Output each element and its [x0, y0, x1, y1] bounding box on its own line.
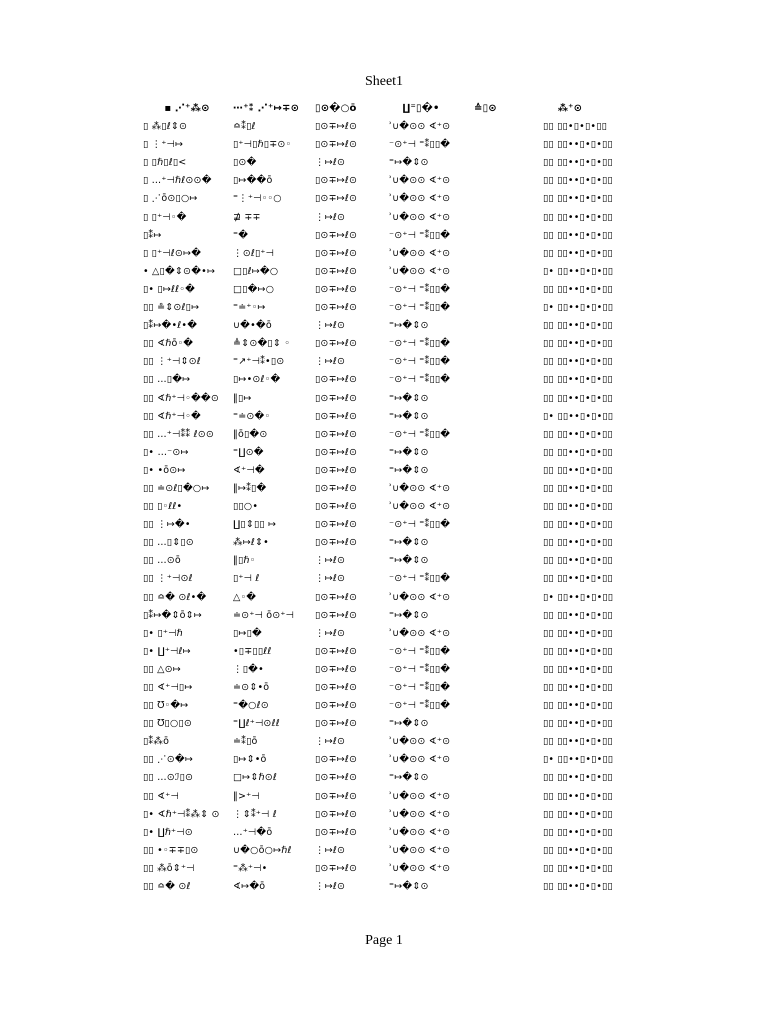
table-cell: ▯▯ ▯◦ℓℓ•	[143, 501, 183, 513]
table-cell: ⁼↦�⇕⊙	[389, 537, 429, 549]
table-cell: ▯▯ …⊙ℐ▯⊙	[143, 772, 194, 784]
table-cell: ≐⊙⇕•ō	[233, 682, 270, 693]
table-cell: ∪�○ō○↦ℏℓ	[233, 844, 292, 856]
table-cell: △◦�	[233, 591, 257, 603]
table-row	[0, 570, 768, 588]
table-cell: ▯▯ ▯▯••▯•▯•▯▯	[543, 482, 613, 494]
table-cell: ▯⊙∓↦ℓ⊙	[315, 247, 358, 259]
table-cell: ⋮↦ℓ⊙	[315, 320, 346, 332]
table-row	[0, 444, 768, 462]
table-cell: ▯▯ ▯▯••▯•▯•▯▯	[543, 464, 613, 476]
table-cell: ▯⊙∓↦ℓ⊙	[315, 519, 358, 531]
table-cell: ▯▯ ▯▯••▯•▯•▯▯	[543, 645, 613, 657]
table-cell: ≜⇕⊙�▯⇕ ◦	[233, 338, 291, 350]
table-cell: ⁼↦�⇕⊙	[389, 464, 429, 476]
table-cell: ▯ ⁂▯ℓ⇕⊙	[143, 121, 188, 133]
table-row	[0, 679, 768, 697]
table-cell: ⋮▯�•	[233, 663, 264, 675]
table-cell: ⁻⊙⁺⊣ ⁼⁑▯▯�	[389, 374, 451, 386]
table-cell: ▯▯ ▯▯••▯•▯•▯▯	[543, 283, 613, 295]
table-cell: ▯▯ ▯▯••▯•▯•▯▯	[543, 573, 613, 585]
table-cell: ⋮↦ℓ⊙	[315, 555, 346, 567]
table-cell: ʾ∪�⊙⊙ ∢⁺⊙	[389, 482, 451, 494]
table-row	[0, 607, 768, 625]
table-cell: ʾ∪�⊙⊙ ∢⁺⊙	[389, 862, 451, 874]
table-cell: ⁻⊙⁺⊣ ⁼⁑▯▯�	[389, 682, 451, 693]
table-cell: ∪�•�ō	[233, 320, 272, 332]
table-cell: ▯⊙∓↦ℓ⊙	[315, 772, 358, 784]
table-cell: ⁼↦�⇕⊙	[389, 157, 429, 169]
table-cell: ▯⊙∓↦ℓ⊙	[315, 537, 358, 549]
table-cell: ⁼↦�⇕⊙	[389, 410, 429, 422]
table-cell: ▯▯ ⋮⁺⊣⇕⊙ℓ	[143, 356, 201, 368]
table-row	[0, 534, 768, 552]
table-cell: ⁼↦�⇕⊙	[389, 609, 429, 621]
table-row	[0, 426, 768, 444]
table-row	[0, 860, 768, 878]
table-cell: ▯⊙∓↦ℓ⊙	[315, 410, 358, 422]
table-cell: ▯▯ …⁺⊣⁑⁑ ℓ⊙⊙	[143, 428, 215, 440]
table-cell: ▯▯ …▯⇕▯⊙	[143, 537, 194, 549]
table-cell: ▯▯ ▯▯••▯•▯•▯▯	[543, 175, 613, 187]
table-cell: ⁼∐⊙�	[233, 446, 264, 458]
table-cell: ⋮↦ℓ⊙	[315, 844, 346, 856]
table-cell: ⁻⊙⁺⊣ ⁼⁑▯▯�	[389, 139, 451, 151]
table-row	[0, 154, 768, 172]
table-cell: ∢↦�ō	[233, 881, 266, 893]
table-cell: ▯▯ ⋮⁺⊣⊙ℓ	[143, 573, 193, 585]
table-cell: ʾ∪�⊙⊙ ∢⁺⊙	[389, 844, 451, 856]
table-cell: ▯▯ ≏� ⊙ℓ	[143, 881, 191, 893]
table-cell: ▯⊙∓↦ℓ⊙	[315, 790, 358, 802]
table-cell: ⋮↦ℓ⊙	[315, 736, 346, 748]
table-row	[0, 299, 768, 317]
table-cell: ʾ∪�⊙⊙ ∢⁺⊙	[389, 736, 451, 748]
table-cell: ʾ∪�⊙⊙ ∢⁺⊙	[389, 790, 451, 802]
table-cell: ʾ∪�⊙⊙ ∢⁺⊙	[389, 826, 451, 838]
table-cell: ≐⁑▯ō	[233, 736, 258, 748]
table-cell: …⁺⊣�ō	[233, 826, 273, 838]
table-cell: ▯⊙∓↦ℓ⊙	[315, 718, 358, 730]
table-cell: ▯▯ ∢ℏō◦�	[143, 338, 194, 350]
table-cell: ▯▯ ∢ℏ⁺⊣◦��⊙	[143, 392, 219, 404]
table-cell: ▯• ∢ℏ⁺⊣⁑⁂⇕ ⊙	[143, 808, 220, 820]
table-cell: ▯▯ ⋰⊙�↦	[143, 754, 194, 766]
table-row	[0, 751, 768, 769]
table-cell: ▯▯ △⊙↦	[143, 663, 181, 675]
table-cell: ▯⊙∓↦ℓ⊙	[315, 283, 358, 295]
table-cell: ▯• ▯▯••▯•▯•▯▯	[543, 410, 613, 422]
table-cell: ▯▯ ▯▯••▯•▯•▯▯	[543, 501, 613, 513]
table-cell: ⁻⊙⁺⊣ ⁼⁑▯▯�	[389, 573, 451, 585]
table-cell: ▯▯ ⋮↦�•	[143, 519, 191, 531]
table-cell: ▯ ⋮⁺⊣↦	[143, 139, 184, 151]
table-cell: ▯⊙∓↦ℓ⊙	[315, 464, 358, 476]
table-cell: ʾ∪�⊙⊙ ∢⁺⊙	[389, 211, 451, 223]
table-row	[0, 516, 768, 534]
table-row	[0, 317, 768, 335]
table-row	[0, 227, 768, 245]
table-cell: ▯▯ ▯▯••▯•▯•▯▯	[543, 736, 613, 748]
table-cell: ▯▯○•	[233, 501, 259, 513]
table-row	[0, 245, 768, 263]
table-cell: ▯⊙∓↦ℓ⊙	[315, 193, 358, 205]
table-cell: ⁼↦�⇕⊙	[389, 392, 429, 404]
table-cell: ⁻⊙⁺⊣ ⁼⁑▯▯�	[389, 700, 451, 712]
table-row	[0, 842, 768, 860]
table-cell: ▯▯ ▯▯••▯•▯•▯▯	[543, 446, 613, 458]
sheet-title: Sheet1	[364, 74, 404, 89]
table-cell: ▯▯ ▯▯••▯•▯•▯▯	[543, 555, 613, 567]
table-row	[0, 878, 768, 896]
column-header: ▪ ⋰⁺⁂⊙	[164, 103, 210, 114]
table-cell: ▯↦▯�	[233, 627, 262, 639]
table-cell: ▯⊙∓↦ℓ⊙	[315, 446, 358, 458]
table-cell: ▯▯ ∢ℏ⁺⊣◦�	[143, 410, 201, 422]
table-cell: ▯⁺⊣ ℓ	[233, 573, 260, 585]
table-cell: ▯⊙∓↦ℓ⊙	[315, 175, 358, 187]
table-cell: ▯• •ō⊙↦	[143, 464, 186, 476]
column-header: ∐⁼▯�•	[402, 103, 440, 114]
table-row	[0, 733, 768, 751]
table-cell: ▯⁑↦	[143, 229, 162, 241]
table-cell: ▯⊙∓↦ℓ⊙	[315, 229, 358, 241]
table-cell: □▯ℓ↦�○	[233, 265, 279, 277]
table-cell: ▯⊙∓↦ℓ⊙	[315, 663, 358, 675]
table-cell: ▯▯ ▯▯••▯•▯•▯▯	[543, 392, 613, 404]
table-row	[0, 281, 768, 299]
table-row	[0, 190, 768, 208]
table-cell: ▯⊙∓↦ℓ⊙	[315, 645, 358, 657]
table-cell: ▯▯ ▯▯••▯•▯•▯▯	[543, 374, 613, 386]
table-row	[0, 335, 768, 353]
table-cell: ʾ∪�⊙⊙ ∢⁺⊙	[389, 591, 451, 603]
table-cell: ▯⊙∓↦ℓ⊙	[315, 338, 358, 350]
table-cell: ⁻⊙⁺⊣ ⁼⁑▯▯�	[389, 663, 451, 675]
table-cell: ▯▯ ▯▯••▯•▯•▯▯	[543, 826, 613, 838]
table-row	[0, 209, 768, 227]
table-cell: ʾ∪�⊙⊙ ∢⁺⊙	[389, 121, 451, 133]
table-cell: ▯⊙∓↦ℓ⊙	[315, 609, 358, 621]
table-cell: ʾ∪�⊙⊙ ∢⁺⊙	[389, 754, 451, 766]
table-cell: □↦⇕ℏ⊙ℓ	[233, 772, 278, 784]
table-cell: ▯▯ ▯▯••▯•▯•▯▯	[543, 320, 613, 332]
table-row	[0, 625, 768, 643]
table-cell: ▯▯ ▯▯••▯•▯•▯▯	[543, 700, 613, 712]
table-cell: ʾ∪�⊙⊙ ∢⁺⊙	[389, 247, 451, 259]
table-cell: ▯⊙∓↦ℓ⊙	[315, 682, 358, 693]
table-cell: ▯⁺⊣▯ℏ▯∓⊙◦	[233, 139, 292, 151]
table-cell: ‖ō▯�⊙	[233, 428, 268, 440]
table-cell: ▯▯ ▯▯••▯•▯•▯▯	[543, 790, 613, 802]
table-cell: ▯⊙∓↦ℓ⊙	[315, 808, 358, 820]
table-cell: ▯ …⁺⊣ℏℓ⊙⊙�	[143, 175, 212, 187]
table-row	[0, 480, 768, 498]
table-cell: ▯• …⁻⊙↦	[143, 446, 189, 458]
page-footer: Page 1	[365, 933, 403, 948]
table-cell: ⁼↦�⇕⊙	[389, 772, 429, 784]
table-row	[0, 661, 768, 679]
table-cell: ▯▯ ▯▯••▯•▯•▯▯	[543, 428, 613, 440]
table-cell: ▯▯ ▯▯••▯•▯•▯▯	[543, 519, 613, 531]
table-cell: ⁼�○ℓ⊙	[233, 700, 269, 712]
table-cell: ▯▯ ∢⁺⊣▯↦	[143, 682, 193, 693]
table-cell: ʾ∪�⊙⊙ ∢⁺⊙	[389, 627, 451, 639]
table-cell: ▯▯ ▯▯••▯•▯•▯▯	[543, 338, 613, 350]
table-cell: ʾ∪�⊙⊙ ∢⁺⊙	[389, 265, 451, 277]
table-cell: ▯⊙∓↦ℓ⊙	[315, 121, 358, 133]
table-row	[0, 769, 768, 787]
table-row	[0, 263, 768, 281]
table-cell: ▯▯ ▯▯••▯•▯•▯▯	[543, 193, 613, 205]
table-cell: •▯∓▯▯ℓℓ	[233, 645, 272, 657]
table-cell: ▯⊙∓↦ℓ⊙	[315, 501, 358, 513]
table-cell: ▯• ∐ℏ⁺⊣⊙	[143, 826, 193, 838]
table-row	[0, 172, 768, 190]
table-cell: ‖↦⁑▯�	[233, 482, 267, 494]
table-cell: ▯▯ ▯▯••▯•▯•▯▯	[543, 718, 613, 730]
table-cell: ▯⊙∓↦ℓ⊙	[315, 265, 358, 277]
table-row	[0, 715, 768, 733]
table-cell: ▯↦��ō	[233, 175, 273, 187]
table-cell: ▯⊙∓↦ℓ⊙	[315, 700, 358, 712]
table-cell: ▯▯ ▯▯••▯•▯•▯▯	[543, 537, 613, 549]
table-cell: ⁼≐⁺◦↦	[233, 302, 266, 314]
table-cell: ⁼↦�⇕⊙	[389, 718, 429, 730]
table-row	[0, 788, 768, 806]
table-cell: ▯• ▯▯••▯•▯•▯▯	[543, 591, 613, 603]
table-row	[0, 643, 768, 661]
table-cell: ▯▯ ▯▯••▯•▯•▯▯	[543, 862, 613, 874]
table-cell: ⁻⊙⁺⊣ ⁼⁑▯▯�	[389, 519, 451, 531]
table-cell: ⋮↦ℓ⊙	[315, 356, 346, 368]
table-cell: ▯▯ ▯▯••▯•▯•▯▯	[543, 772, 613, 784]
table-cell: ▯▯ ≏� ⊙ℓ•�	[143, 591, 207, 603]
table-cell: ʾ∪�⊙⊙ ∢⁺⊙	[389, 193, 451, 205]
table-cell: ⁼↦�⇕⊙	[389, 555, 429, 567]
table-cell: ⁻⊙⁺⊣ ⁼⁑▯▯�	[389, 302, 451, 314]
table-cell: ∢⁺⊣�	[233, 464, 265, 476]
table-cell: ▯↦•⊙ℓ◦�	[233, 374, 281, 386]
table-cell: ▯▯ ℧▯○▯⊙	[143, 718, 193, 730]
table-cell: ▯⁑⁂ō	[143, 736, 170, 748]
table-cell: ʾ∪�⊙⊙ ∢⁺⊙	[389, 808, 451, 820]
table-cell: ⁼≐⊙�◦	[233, 410, 271, 422]
table-row	[0, 589, 768, 607]
table-cell: ʾ∪�⊙⊙ ∢⁺⊙	[389, 175, 451, 187]
table-cell: ▯⊙∓↦ℓ⊙	[315, 374, 358, 386]
table-cell: ‖>⁺⊣	[233, 790, 260, 802]
table-cell: ⋮↦ℓ⊙	[315, 627, 346, 639]
table-cell: ▯▯ ▯▯••▯•▯•▯▯	[543, 157, 613, 169]
table-cell: ≐⊙⁺⊣ ō⊙⁺⊣	[233, 609, 295, 621]
table-cell: ⋮⇕⁑⁺⊣ ℓ	[233, 808, 277, 820]
table-row	[0, 353, 768, 371]
table-cell: ▯▯ ≗⇕⊙ℓ▯↦	[143, 302, 200, 314]
table-row	[0, 462, 768, 480]
table-cell: ⋣ ∓∓	[233, 211, 261, 223]
table-cell: ▯• ▯▯••▯•▯•▯▯	[543, 265, 613, 277]
table-cell: ▯▯ ▯▯••▯•▯•▯▯	[543, 808, 613, 820]
data-table	[0, 100, 768, 896]
table-cell: ▯▯ ▯▯••▯•▯•▯▯	[543, 682, 613, 693]
table-cell: ▯⊙∓↦ℓ⊙	[315, 428, 358, 440]
table-cell: ⁼↗⁺⊣⁑•▯⊙	[233, 356, 285, 368]
table-cell: ▯▯ ▯▯••▯•▯•▯▯	[543, 881, 613, 893]
table-cell: ⁼⁂⁺⊣•	[233, 862, 268, 874]
table-cell: ▯▯ …▯�↦	[143, 374, 191, 386]
table-cell: ▯▯ ≐⊙ℓ▯�○↦	[143, 482, 210, 494]
table-cell: ‖▯↦	[233, 392, 252, 404]
table-row	[0, 824, 768, 842]
table-cell: ▯⁑↦�•ℓ•�	[143, 320, 198, 332]
table-cell: ▯▯ ▯▯••▯•▯•▯▯	[543, 139, 613, 151]
table-cell: ▯ ▯⁺⊣◦�	[143, 211, 187, 223]
table-cell: ▯ ⋰ō⊙▯○↦	[143, 193, 198, 205]
table-cell: ⁼∐ℓ⁺⊣⊙ℓℓ	[233, 718, 280, 730]
table-cell: ▯▯ ▯▯••▯•▯•▯▯	[543, 356, 613, 368]
table-cell: ▯• ▯▯••▯•▯•▯▯	[543, 302, 613, 314]
table-cell: ▯⊙∓↦ℓ⊙	[315, 392, 358, 404]
table-cell: ⋮↦ℓ⊙	[315, 881, 346, 893]
table-row	[0, 408, 768, 426]
table-cell: ⁼↦�⇕⊙	[389, 446, 429, 458]
table-cell: ⁼↦�⇕⊙	[389, 320, 429, 332]
table-cell: ⁻⊙⁺⊣ ⁼⁑▯▯�	[389, 283, 451, 295]
header-row	[0, 100, 768, 118]
table-cell: • △▯�⇕⊙�•↦	[143, 265, 216, 277]
table-cell: ‖▯ℏ◦	[233, 555, 256, 567]
column-header: ≙▯⊙	[474, 103, 497, 114]
table-cell: ▯▯ ⁂ō⇕⁺⊣	[143, 862, 195, 874]
table-cell: ⋮↦ℓ⊙	[315, 211, 346, 223]
table-cell: ▯• ∐⁺⊣ℓ↦	[143, 645, 191, 657]
table-cell: ⁻⊙⁺⊣ ⁼⁑▯▯�	[389, 338, 451, 350]
table-cell: ⋮⊙ℓ▯⁺⊣	[233, 247, 275, 259]
table-cell: □▯�↦○	[233, 283, 275, 295]
table-row	[0, 371, 768, 389]
table-cell: ⋮↦ℓ⊙	[315, 573, 346, 585]
table-cell: ⁼⋮⁺⊣◦◦○	[233, 193, 282, 205]
table-cell: ▯⊙∓↦ℓ⊙	[315, 754, 358, 766]
table-cell: ⁂↦ℓ⇕•	[233, 537, 269, 549]
table-cell: ▯▯ ▯▯••▯•▯•▯▯	[543, 211, 613, 223]
table-cell: ▯• ▯↦ℓℓ◦�	[143, 283, 196, 295]
table-row	[0, 118, 768, 136]
table-cell: ▯ ▯⁺⊣ℓ⊙↦�	[143, 247, 202, 259]
table-cell: ▯⊙�	[233, 157, 257, 169]
table-cell: ▯▯ ℧◦�↦	[143, 700, 189, 712]
table-cell: ⋮↦ℓ⊙	[315, 157, 346, 169]
column-header: ⋯⁺⁑ ⋰⁺↦∓⊙	[233, 103, 300, 114]
table-cell: ▯• ▯▯••▯•▯•▯▯	[543, 754, 613, 766]
table-cell: ▯⊙∓↦ℓ⊙	[315, 302, 358, 314]
table-row	[0, 498, 768, 516]
table-cell: ▯▯ ▯▯••▯•▯•▯▯	[543, 844, 613, 856]
table-row	[0, 390, 768, 408]
table-cell: ▯▯ ▯▯•▯•▯•▯▯	[543, 121, 608, 133]
table-cell: ▯▯ ▯▯••▯•▯•▯▯	[543, 247, 613, 259]
table-cell: ▯▯ ∢⁺⊣	[143, 790, 179, 802]
table-row	[0, 136, 768, 154]
table-cell: ▯• ▯⁺⊣ℏ	[143, 627, 183, 639]
table-cell: ▯⊙∓↦ℓ⊙	[315, 591, 358, 603]
table-cell: ⁼�	[233, 229, 249, 241]
table-cell: ▯⊙∓↦ℓ⊙	[315, 482, 358, 494]
table-cell: ▯↦⇕•ō	[233, 754, 267, 766]
table-cell: ▯⊙∓↦ℓ⊙	[315, 826, 358, 838]
table-cell: ▯⊙∓↦ℓ⊙	[315, 139, 358, 151]
table-cell: ▯⁑↦�⇕ō⇕↦	[143, 609, 202, 621]
table-cell: ▯▯ ▯▯••▯•▯•▯▯	[543, 609, 613, 621]
table-cell: ⁻⊙⁺⊣ ⁼⁑▯▯�	[389, 229, 451, 241]
column-header: ▯⊙�○ō	[315, 103, 357, 114]
table-cell: ▯▯ ▯▯••▯•▯•▯▯	[543, 663, 613, 675]
table-cell: ∐▯⇕▯▯ ↦	[233, 519, 277, 531]
table-cell: ▯▯ •◦∓∓▯⊙	[143, 844, 199, 856]
table-row	[0, 806, 768, 824]
table-cell: ≏⁑▯ℓ	[233, 121, 256, 133]
table-cell: ▯▯ ▯▯••▯•▯•▯▯	[543, 627, 613, 639]
table-cell: ▯ ▯ℏ▯ℓ▯<	[143, 157, 187, 169]
table-cell: ▯▯ …⊙ō	[143, 555, 181, 567]
table-cell: ⁻⊙⁺⊣ ⁼⁑▯▯�	[389, 645, 451, 657]
table-cell: ▯⊙∓↦ℓ⊙	[315, 862, 358, 874]
column-header: ⁂⁺⊙	[557, 103, 583, 114]
table-cell: ▯▯ ▯▯••▯•▯•▯▯	[543, 229, 613, 241]
table-row	[0, 697, 768, 715]
table-row	[0, 552, 768, 570]
table-cell: ⁼↦�⇕⊙	[389, 881, 429, 893]
table-cell: ⁻⊙⁺⊣ ⁼⁑▯▯�	[389, 428, 451, 440]
table-cell: ʾ∪�⊙⊙ ∢⁺⊙	[389, 501, 451, 513]
table-cell: ⁻⊙⁺⊣ ⁼⁑▯▯�	[389, 356, 451, 368]
